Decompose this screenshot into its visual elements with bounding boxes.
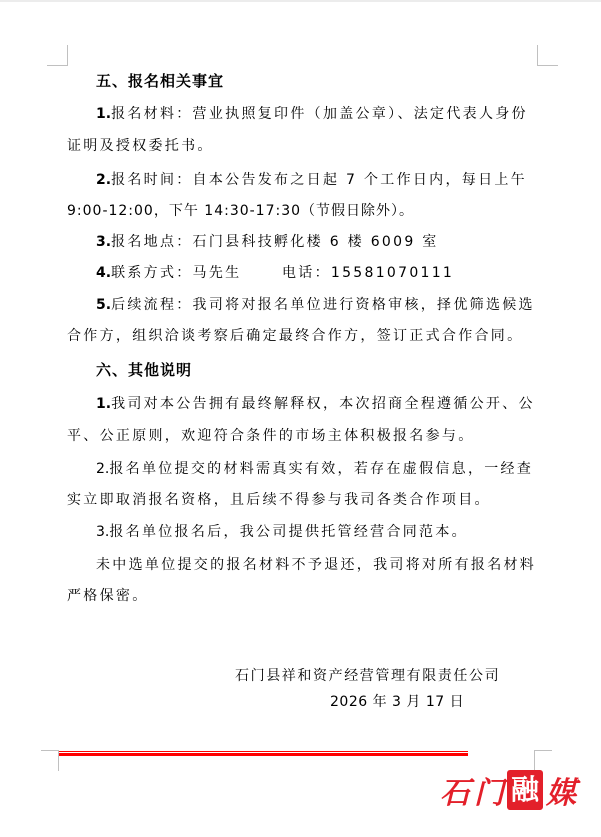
logo-char: 门: [474, 776, 504, 811]
section6-item-1-cont: 平、公正原则，欢迎符合条件的市场主体积极报名参与。: [67, 428, 475, 444]
item-number: 3.: [96, 524, 110, 540]
item-number: 1.: [96, 106, 112, 122]
item-number: 3.: [96, 234, 112, 250]
section5-heading: 五、报名相关事宜: [96, 72, 225, 90]
top-border: [0, 0, 601, 2]
footer-rule-thin: [58, 751, 468, 752]
item-number: 1.: [96, 396, 112, 412]
signature-date: 2026 年 3 月 17 日: [330, 694, 465, 710]
item-text: 报名地点：石门县科技孵化楼 6 楼 6009 室: [111, 234, 439, 250]
section5-item-1-cont: 证明及授权委托书。: [67, 138, 214, 154]
item-text: 联系方式：马先生 电话：15581070111: [111, 265, 455, 281]
logo-seal-char: 融: [507, 770, 543, 810]
section6-item-3: [96, 523, 468, 541]
section6-item-2: [96, 460, 533, 478]
item-number: 4.: [96, 265, 112, 281]
section6-closing: 未中选单位提交的报名材料不予退还，我司将对所有报名材料: [96, 557, 537, 573]
item-text: 我司对本公告拥有最终解释权，本次招商全程遵循公开、公: [111, 396, 535, 412]
section6-heading: 六、其他说明: [96, 361, 193, 379]
item-text: 报名单位报名后，我公司提供托管经营合同范本。: [109, 524, 468, 540]
section6-item-2-cont: 实立即取消报名资格，且后续不得参与我司各类合作项目。: [67, 492, 491, 508]
item-text: 报名单位提交的材料需真实有效，若存在虚假信息，一经查: [109, 461, 534, 477]
section5-item-3: [96, 233, 439, 251]
shimen-media-logo: [438, 768, 578, 812]
item-number: 2.: [96, 172, 112, 188]
section5-item-5-cont: 合作方，组织洽谈考察后确定最终合作方，签订正式合作合同。: [67, 328, 524, 344]
item-text: 报名时间：自本公告发布之日起 7 个工作日内，每日上午: [111, 172, 527, 188]
section5-item-5: [96, 296, 535, 314]
section5-item-1: [96, 105, 528, 123]
section5-item-2: [96, 171, 527, 189]
section5-item-2-cont: 9:00-12:00，下午 14:30-17:30（节假日除外）。: [67, 203, 415, 219]
item-text: 后续流程：我司将对报名单位进行资格审核，择优筛选候选: [111, 297, 535, 313]
signature-company: 石门县祥和资产经营管理有限责任公司: [235, 668, 501, 684]
corner-mark-bottom-left: [41, 750, 59, 771]
corner-mark-top-left: [47, 45, 68, 66]
item-number: 5.: [96, 297, 112, 313]
logo-char: 石: [440, 776, 470, 811]
item-text: 报名材料：营业执照复印件（加盖公章）、法定代表人身份: [111, 106, 528, 122]
logo-char: 媒: [546, 776, 576, 811]
section6-item-1: [96, 395, 535, 413]
corner-mark-top-right: [537, 45, 558, 66]
footer-rule-thick: [58, 753, 468, 756]
section5-item-4: [96, 264, 454, 282]
item-number: 2.: [96, 461, 110, 477]
section6-closing-cont: 严格保密。: [67, 588, 149, 604]
